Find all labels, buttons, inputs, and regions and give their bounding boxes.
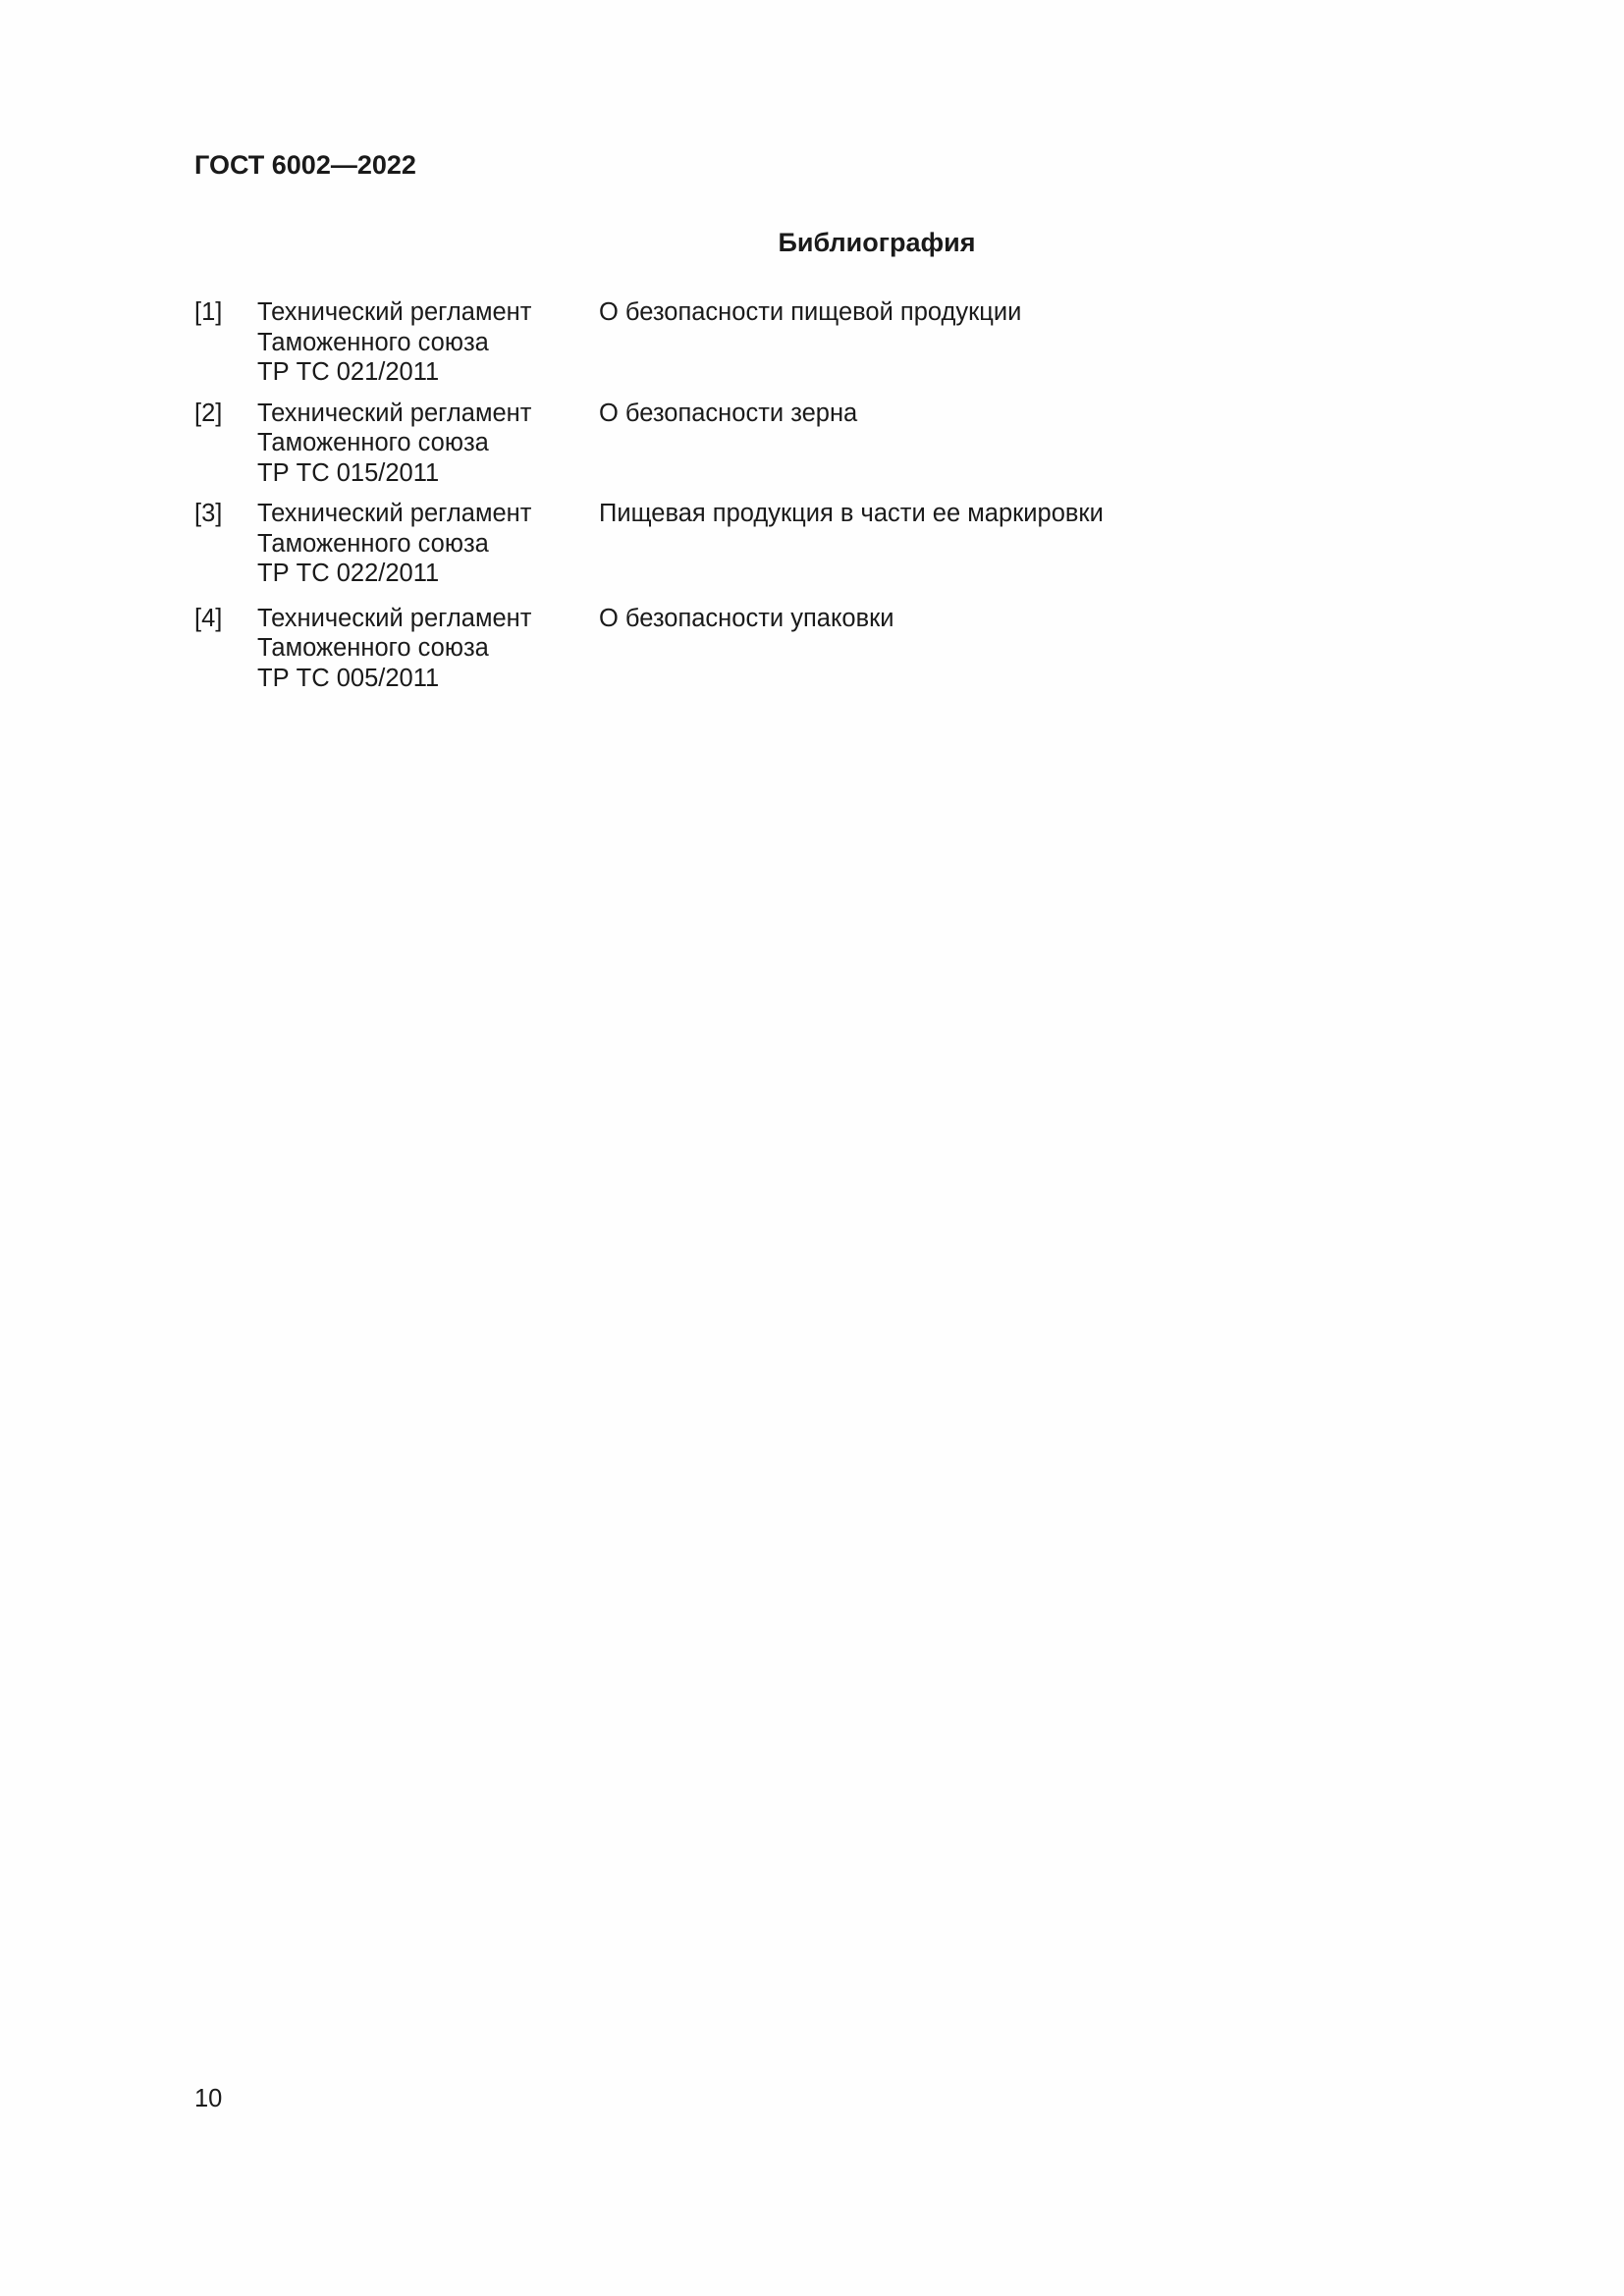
bibliography-entry-3 [194, 499, 1432, 589]
entry-number: [4] [194, 604, 223, 632]
entry-type-line1: Технический регламент [257, 604, 532, 632]
entry-type-line1: Технический регламент [257, 500, 532, 527]
document-code: ГОСТ 6002—2022 [194, 150, 416, 180]
entry-number: [3] [194, 500, 223, 527]
entry-type-line1: Технический регламент [257, 399, 532, 427]
entry-code: ТР ТС 022/2011 [257, 560, 440, 587]
entry-number: [1] [194, 298, 223, 326]
entry-code: ТР ТС 021/2011 [257, 358, 440, 386]
entry-title: О безопасности упаковки [599, 604, 894, 632]
entry-title: Пищевая продукция в части ее маркировки [599, 500, 1104, 527]
entry-title: О безопасности зерна [599, 399, 858, 427]
bibliography-entry-1 [194, 297, 1432, 388]
entry-code: ТР ТС 005/2011 [257, 664, 440, 692]
entry-document-type [257, 297, 599, 388]
entry-type-line2: Таможенного союза [257, 634, 489, 662]
bibliography-title: Библиография [778, 228, 976, 257]
bibliography-entry-4 [194, 604, 1432, 694]
entry-number: [2] [194, 399, 223, 427]
page-number: 10 [194, 2085, 223, 2112]
bibliography-list [194, 297, 1432, 693]
entry-code: ТР ТС 015/2011 [257, 458, 440, 487]
entry-type-line2: Таможенного союза [257, 328, 489, 356]
entry-document-type [257, 499, 599, 589]
entry-type-line2: Таможенного союза [257, 529, 489, 558]
entry-type-line2: Таможенного союза [257, 429, 489, 456]
bibliography-entry-2 [194, 399, 1432, 489]
entry-document-type [257, 399, 599, 489]
entry-type-line1: Технический регламент [257, 298, 532, 326]
entry-document-type [257, 604, 599, 694]
entry-title: О безопасности пищевой продукции [599, 298, 1022, 326]
